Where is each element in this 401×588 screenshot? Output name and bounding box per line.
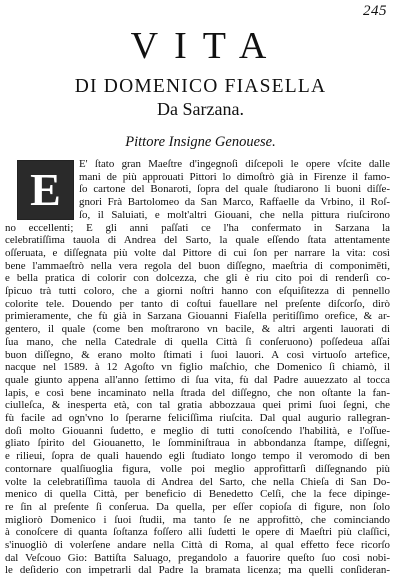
text-line: nacque nel 1589. à 12 Agoſto vn figlio maſchio, che Domenico ſi chiamò, il <box>5 361 390 374</box>
text-line: e bella pratica di colorir con dolcezza, che gli è riu cito poi di renderſi co- <box>5 272 390 285</box>
text-line: ſo cartone del Bonaroti, ſopra del quale ſtudiarono li buoni diſſe- <box>79 183 390 196</box>
text-line: ciulleſca, & inesperta età, con tal gratia abbozzaua quei primi ſuoi ſegni, che <box>5 399 390 412</box>
text-line: primieramente, che fù già in Sarzana Giouanni Fiaſella peritiſſimo oreficе, & ar- <box>5 310 390 323</box>
text-line: quale giunto appena all'anno ſettimo di ſua vita, fù dal Padre auuezzato al tocca <box>5 373 390 386</box>
text-line: gliato ſpirito del Giouanetto, le ſomminiſtraua in abbondanza ſtampe, diſſegni, <box>5 437 390 450</box>
text-line: fù facile ad ogn'vno lo ſperarne feliciſſima riuſcita. Dal qual augurio rallegran- <box>5 412 390 424</box>
text-line: ſpicuo trà tutti coloro, che a giorni noſtri hanno con eſquiſitezza di pennello <box>5 285 390 297</box>
text-line: mani de più approuati Pittori lo dimoſtrò già in Firenze il famo- <box>79 170 390 183</box>
text-line: migliorò Domenico i ſuoi ſtudii, ma tanto ſe ne approfittò, che cominciando <box>5 513 390 526</box>
text-line: le deſiderio con impetrarli dal Padre la bramata licenza; ma quelli conſideran- <box>5 564 390 577</box>
text-line: dal Veſcouo Gio: Battiſta Saluago, pregandolo a fauorire queſto ſuo così nobi- <box>5 551 390 564</box>
text-line: volte la celebratiſſima tauola di Andrea del Sarto, che nella Chieſa di San Do- <box>5 475 390 488</box>
body-text <box>5 158 390 586</box>
page-number: 245 <box>363 3 387 19</box>
ornamental-drop-cap <box>17 160 74 220</box>
text-line: doſi molto Giouanni ſudetto, e meglio di tutti conoſcendo l'habilità, e l'oſſue- <box>5 424 390 437</box>
text-line: à conoſcere di quanta ſoſtanza foſſero alli ſudetti le opere di Maeſtri più claſſici, <box>5 526 390 539</box>
text-line: E' ſtato gran Maeſtre d'ingegnoſi diſcepoli le opere vſcite dalle <box>79 158 390 170</box>
text-line: gentero, il quale (come ben moſtrarono vn bacile, & altri argenti lauorati di <box>5 323 390 336</box>
text-line: e rilieui, ſopra de quali hauendo egli ſtudiato longo tempo il veromodo di ben <box>5 450 390 463</box>
text-line: menico di quella Città, per beneficio di Benedetto Celſi, che la fece dipinge- <box>5 488 390 501</box>
text-line: contornare qualſiuoglia figura, volle poi meglio approfittarſi diſſegnando più <box>5 462 390 475</box>
drop-cap-letter: E <box>30 164 61 215</box>
place-line: Da Sarzana. <box>157 99 244 119</box>
text-line: colorite tele. Douendo per tanto di coſtui fauellare nel preſente diſcorſo, dirò <box>5 297 390 310</box>
text-line: gnori Frà Bartolomeo da San Marco, Raffaelle da Vrbino, il Roſ- <box>79 196 390 209</box>
text-line: re ſin al preſente ſi conſerua. Da quella, per eſſer copioſa di figure, non ſolo <box>5 500 390 513</box>
text-line: oſſeruata, e diſſegnata più volte dal Pittore di cui ſon per narrare la vita: così <box>5 246 390 259</box>
subtitle: DI DOMENICO FIASELLA <box>74 76 327 97</box>
text-line: ſo, il Saluiati, e molt'altri Giouani, che nella pittura riuſcirono <box>79 208 390 221</box>
text-line: lapis, e così bene incaminato nella ſtrada del diſſegno, che non oſtante la fan- <box>5 386 390 399</box>
text-line: no eccellenti; E gli anni paſſati ce l'ha confermato in Sarzana la <box>5 221 390 234</box>
text-line: ſua mano, che nella Catedrale di quella Città ſi conſeruono) poſſedeua aſſai <box>5 335 390 348</box>
text-line: s'inuogliò di volerſene andare nella Città di Roma, al qual effetto fece ricorſo <box>5 539 390 551</box>
page-title: VITA <box>130 25 283 67</box>
text-line: celebratiſſima tauola di Andrea del Sarto, la quale eſſendo ſtata attentamente <box>5 234 390 247</box>
text-line: bene l'ammaeſtrò nella vera regola del buon diſſegno, maeſtria di componimēti, <box>5 259 390 272</box>
text-line: buon diſſegno, & erano molto ſtimati i ſuoi lauori. A così virtuoſo artefice, <box>5 348 390 361</box>
epithet: Pittore Insigne Genouese. <box>125 134 276 150</box>
